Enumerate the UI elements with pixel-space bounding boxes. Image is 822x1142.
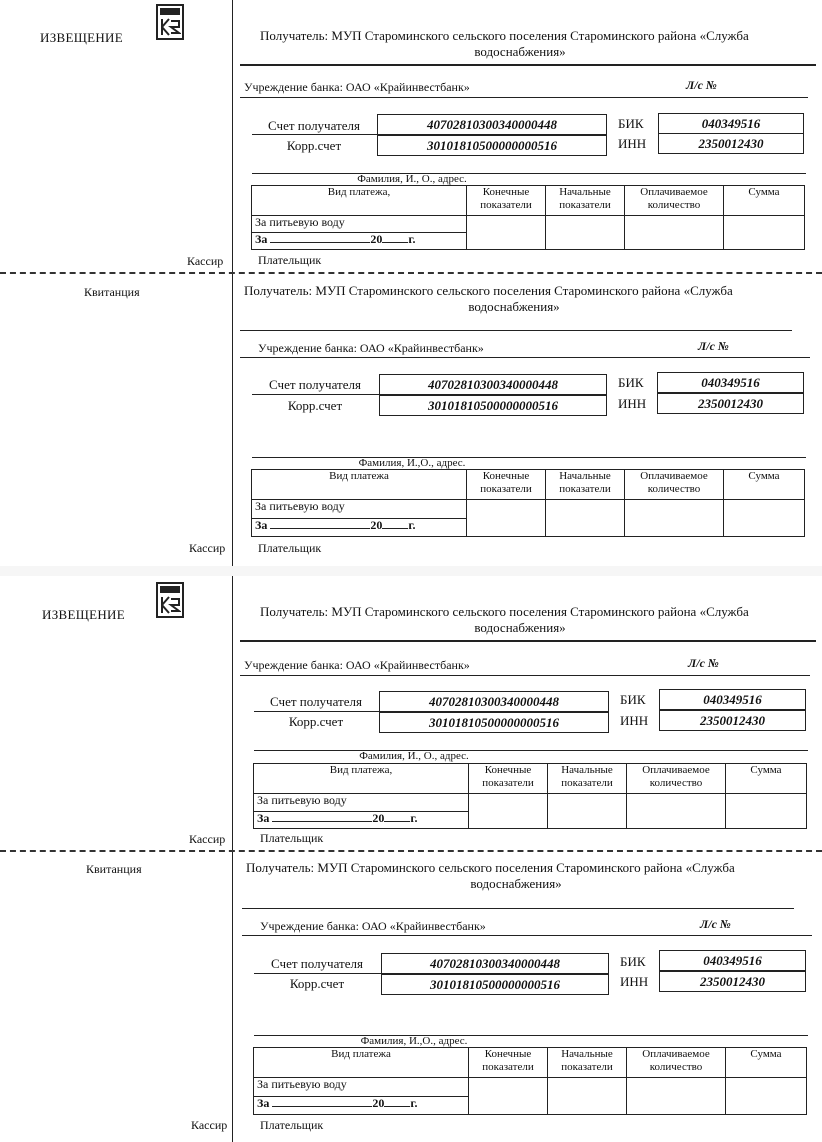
receipt-title: Квитанция [86, 862, 142, 876]
cut-line [0, 272, 822, 274]
sheet-1 [0, 0, 822, 566]
payer-label: Плательщик [260, 1118, 324, 1132]
cell-start[interactable] [546, 500, 625, 537]
recipient-name-cont: водоснабжения» [470, 876, 562, 891]
period-year: 20 [370, 517, 383, 532]
recipient-block [244, 283, 784, 315]
period-prefix: За [257, 810, 270, 825]
ls-label: Л/с № [686, 78, 717, 92]
divider [242, 935, 812, 936]
period-year: 20 [370, 232, 383, 246]
recipient-name-cont: водоснабжения» [474, 44, 566, 59]
recipient-name: МУП Староминского сельского поселения Староминского района «Служба [331, 604, 749, 619]
bank-label: Учреждение банка: ОАО «Крайинвестбанк» [244, 80, 470, 94]
period-year: 20 [372, 810, 385, 825]
recipient-label: Получатель: [260, 604, 329, 619]
ls-label: Л/с № [700, 917, 731, 931]
col-sum-header: Сумма [726, 764, 807, 794]
recipient-block [246, 860, 786, 892]
cell-sum[interactable] [724, 216, 805, 250]
col-start-header: Начальные показатели [546, 470, 625, 500]
recipient-label: Получатель: [260, 28, 329, 43]
divider [254, 711, 379, 712]
inn-label: ИНН [620, 713, 649, 728]
col-start-header: Начальные показатели [548, 1048, 627, 1078]
period-prefix: За [255, 232, 268, 246]
inn-value: 2350012430 [657, 393, 804, 414]
inn-value: 2350012430 [658, 133, 804, 154]
inn-label: ИНН [618, 396, 647, 411]
bik-value: 040349516 [657, 372, 804, 393]
divider [240, 357, 810, 358]
bik-label: БИК [618, 116, 644, 131]
account-value: 40702810300340000448 [377, 114, 607, 135]
payer-label: Плательщик [258, 541, 322, 555]
vertical-divider [232, 576, 233, 1142]
cell-end[interactable] [467, 216, 546, 250]
recipient-block [260, 604, 780, 636]
cell-qty[interactable] [625, 500, 724, 537]
col-qty-header: Оплачиваемое количество [625, 186, 724, 216]
ls-label: Л/с № [698, 339, 729, 353]
corr-value: 30101810500000000516 [381, 974, 609, 995]
bik-value: 040349516 [659, 689, 806, 710]
bik-value: 040349516 [659, 950, 806, 971]
bank-label: Учреждение банка: ОАО «Крайинвестбанк» [258, 341, 484, 355]
cell-end[interactable] [469, 1078, 548, 1115]
fio-label: Фамилия, И.,О., адрес. [360, 1035, 468, 1047]
payer-label: Плательщик [260, 831, 324, 845]
notice-title: ИЗВЕЩЕНИЕ [42, 607, 125, 622]
col-qty-header: Оплачиваемое количество [627, 764, 726, 794]
account-label: Счет получателя [268, 118, 360, 133]
corr-value: 30101810500000000516 [379, 712, 609, 733]
col-sum-header: Сумма [726, 1048, 807, 1078]
col-type-header: Вид платежа, [252, 186, 467, 216]
divider [240, 675, 810, 676]
cashier-label: Кассир [189, 541, 226, 555]
divider [254, 973, 381, 974]
cell-end[interactable] [469, 794, 548, 829]
payment-table [251, 469, 805, 537]
col-end-header: Конечные показатели [469, 1048, 548, 1078]
payment-table [253, 763, 807, 829]
bik-label: БИК [618, 375, 644, 390]
cashier-label: Кассир [189, 832, 226, 846]
period-suffix: г. [408, 517, 416, 532]
account-label: Счет получателя [270, 694, 362, 709]
col-end-header: Конечные показатели [467, 186, 546, 216]
account-label: Счет получателя [271, 956, 363, 971]
col-qty-header: Оплачиваемое количество [625, 470, 724, 500]
inn-value: 2350012430 [659, 971, 806, 992]
col-sum-header: Сумма [724, 186, 805, 216]
receipt-title: Квитанция [84, 285, 140, 299]
inn-label: ИНН [618, 136, 647, 151]
col-type-header: Вид платежа [252, 470, 467, 500]
payment-table [251, 185, 805, 250]
account-value: 40702810300340000448 [379, 374, 607, 395]
inn-label: ИНН [620, 974, 649, 989]
corr-label: Корр.счет [286, 138, 342, 153]
col-sum-header: Сумма [724, 470, 805, 500]
corr-label: Корр.счет [288, 714, 344, 729]
bik-label: БИК [620, 954, 646, 969]
row-service: За питьевую воду [254, 1078, 469, 1096]
divider [252, 134, 377, 135]
cell-sum[interactable] [724, 500, 805, 537]
divider [242, 908, 794, 909]
fio-label: Фамилия, И.,О., адрес. [358, 457, 466, 469]
period-year: 20 [372, 1095, 385, 1110]
cell-sum[interactable] [726, 794, 807, 829]
recipient-name: МУП Староминского сельского поселения Староминского района «Служба [317, 860, 735, 875]
period-suffix: г. [410, 1095, 418, 1110]
col-qty-header: Оплачиваемое количество [627, 1048, 726, 1078]
recipient-block [260, 28, 780, 60]
notice-title: ИЗВЕЩЕНИЕ [40, 30, 123, 45]
col-type-header: Вид платежа, [254, 764, 469, 794]
cell-qty[interactable] [627, 794, 726, 829]
corr-label: Корр.счет [287, 398, 343, 413]
account-label: Счет получателя [269, 377, 361, 392]
divider [240, 97, 808, 98]
bank-logo-icon [156, 4, 184, 40]
row-service: За питьевую воду [252, 216, 467, 233]
payer-label: Плательщик [258, 253, 322, 267]
recipient-name: МУП Староминского сельского поселения Староминского района «Служба [315, 283, 733, 298]
row-period[interactable] [252, 233, 467, 250]
period-prefix: За [257, 1095, 270, 1110]
bik-value: 040349516 [658, 113, 804, 134]
cashier-label: Кассир [187, 254, 224, 268]
cell-qty[interactable] [627, 1078, 726, 1115]
col-end-header: Конечные показатели [469, 764, 548, 794]
account-value: 40702810300340000448 [381, 953, 609, 974]
vertical-divider [232, 0, 233, 566]
divider [240, 64, 816, 66]
recipient-name: МУП Староминского сельского поселения Староминского района «Служба [331, 28, 749, 43]
cell-qty[interactable] [625, 216, 724, 250]
fio-label: Фамилия, И., О., адрес. [359, 750, 469, 762]
bank-label: Учреждение банка: ОАО «Крайинвестбанк» [260, 919, 486, 933]
inn-value: 2350012430 [659, 710, 806, 731]
bik-label: БИК [620, 692, 646, 707]
bank-logo-icon [156, 582, 184, 618]
period-suffix: г. [408, 232, 416, 246]
fio-label: Фамилия, И., О., адрес. [357, 173, 467, 185]
row-service: За питьевую воду [252, 500, 467, 518]
cell-start[interactable] [548, 794, 627, 829]
divider [240, 330, 792, 331]
divider [252, 394, 379, 395]
row-period[interactable] [254, 811, 469, 828]
sheet-gap [0, 566, 822, 576]
cell-sum[interactable] [726, 1078, 807, 1115]
recipient-label: Получатель: [244, 283, 313, 298]
row-service: За питьевую воду [254, 794, 469, 811]
corr-value: 30101810500000000516 [379, 395, 607, 416]
row-period[interactable] [252, 518, 467, 536]
corr-value: 30101810500000000516 [377, 135, 607, 156]
cut-line [0, 850, 822, 852]
period-suffix: г. [410, 810, 418, 825]
recipient-name-cont: водоснабжения» [468, 299, 560, 314]
cell-end[interactable] [467, 500, 546, 537]
divider [240, 640, 816, 642]
row-period[interactable] [254, 1096, 469, 1114]
col-end-header: Конечные показатели [467, 470, 546, 500]
period-prefix: За [255, 517, 268, 532]
ls-label: Л/с № [688, 656, 719, 670]
col-start-header: Начальные показатели [546, 186, 625, 216]
cell-start[interactable] [548, 1078, 627, 1115]
recipient-label: Получатель: [246, 860, 315, 875]
payment-table [253, 1047, 807, 1115]
corr-label: Корр.счет [289, 976, 345, 991]
cell-start[interactable] [546, 216, 625, 250]
col-start-header: Начальные показатели [548, 764, 627, 794]
recipient-name-cont: водоснабжения» [474, 620, 566, 635]
col-type-header: Вид платежа [254, 1048, 469, 1078]
cashier-label: Кассир [191, 1118, 228, 1132]
sheet-2 [0, 576, 822, 1142]
bank-label: Учреждение банка: ОАО «Крайинвестбанк» [244, 658, 470, 672]
account-value: 40702810300340000448 [379, 691, 609, 712]
